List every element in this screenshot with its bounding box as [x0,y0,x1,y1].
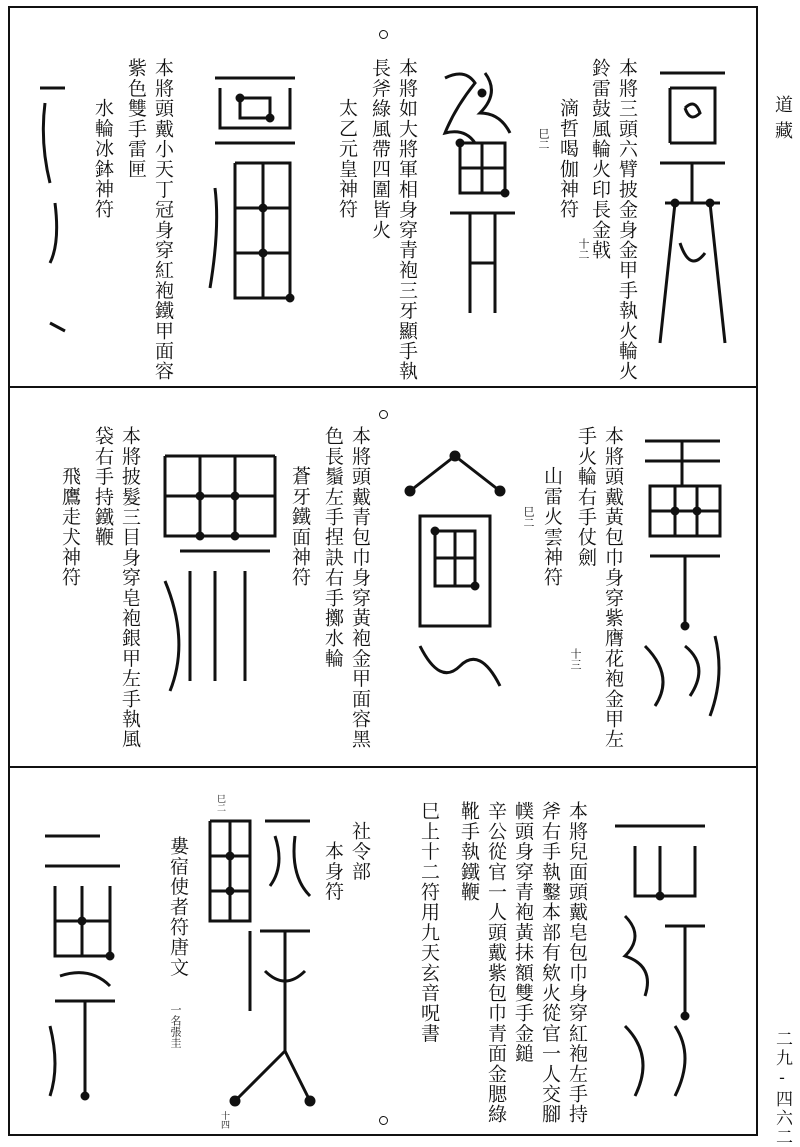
text-column: 本將披髮三目身穿皂袍銀甲左手執風 [119,426,141,750]
text-column: 色長鬚左手捏訣右手擲水輪 [322,426,344,669]
text-column: 紫色雙手雷匣 [125,58,147,180]
page-reference: 二九-四六二 [772,1030,792,1147]
talisman-fu-4 [635,426,730,726]
text-column: 蒼牙鐵面神符 [289,466,311,588]
panel-top [10,8,756,386]
text-column: 長斧綠風帶四圍皆火 [369,58,391,240]
text-column: 本將頭戴小天丁冠身穿紅袍鐵甲面容 [152,58,174,382]
text-column: 幞頭身穿青袍黃抹額雙手金鎚 [512,801,534,1064]
talisman-fu-9 [40,826,125,1106]
text-column: 山雷火雲神符 [541,466,563,588]
binding-hole [379,1116,388,1125]
talisman-fu-2 [430,63,530,323]
text-column: 本將頭戴青包巾身穿黃袍金甲面容黑 [349,426,371,750]
page-frame [8,6,758,1136]
text-column: 滴哲喝伽神符 [557,98,579,220]
note-label: 十四 [219,1111,229,1129]
binding-hole [379,30,388,39]
section-heading: 社令部 [349,821,371,882]
text-column: 辛公從官一人頭戴紫包巾青面金腮綠 [485,801,507,1125]
talisman-fu-fragment [35,73,75,333]
note-label: 巳二 [537,128,550,150]
text-column: 斧右手執鑿本部有欸火從官一人交腳 [539,801,561,1125]
text-column: 本身符 [322,841,344,902]
text-column: 太乙元皇神符 [336,98,358,220]
talisman-fu-5 [400,446,510,696]
text-column: 手火輪右手仗劍 [575,426,597,568]
note-label: 巳二 [215,794,225,812]
book-title: 道藏 [772,95,793,147]
panel-bottom [10,766,756,1134]
text-column: 水輪冰鉢神符 [92,98,114,220]
talisman-fu-7 [605,816,715,1106]
note-label: 十二 [577,238,590,260]
talisman-fu-3 [205,68,305,323]
text-column: 婁宿使者符唐文 [167,836,189,978]
binding-hole [379,410,388,419]
text-column: 本將三頭六臂披金身金甲手執火輪火 [616,58,638,382]
talisman-fu-8 [205,811,315,1111]
text-column-note: 一名張圭 [169,1004,182,1048]
text-column: 本將如大將軍相身穿青袍三牙顯手執 [396,58,418,382]
panel-middle [10,386,756,766]
text-column: 袋右手持鐵鞭 [92,426,114,548]
text-column: 飛鷹走犬神符 [59,466,81,588]
text-column: 巳上十二符用九天玄音呪書 [418,801,440,1044]
text-column: 鈴雷鼓風輪火印長金戟 [589,58,611,260]
text-column: 靴手執鐵鞭 [458,801,480,902]
note-label: 巳二 [522,506,535,528]
talisman-fu-1 [650,63,735,353]
text-column: 本將兒面頭戴皂包巾身穿紅袍左手持 [566,801,588,1125]
talisman-fu-6 [160,441,280,701]
text-column: 本將頭戴黃包巾身穿紫膺花袍金甲左 [602,426,624,750]
note-label: 十三 [569,648,582,670]
